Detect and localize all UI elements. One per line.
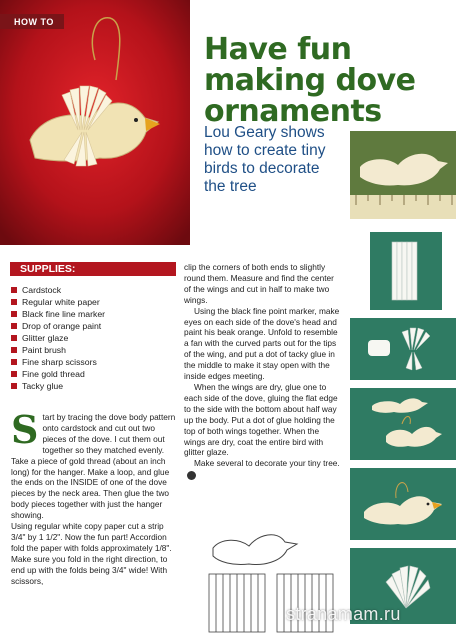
supply-item: Fine gold thread <box>11 368 181 380</box>
square-bullet-icon <box>11 311 17 317</box>
article-intro: Lou Geary shows how to create tiny birds to decorate the tree <box>204 124 326 195</box>
supply-item: Fine sharp scissors <box>11 356 181 368</box>
body-column-1 <box>11 407 177 587</box>
body-paragraph: Using regular white copy paper cut a strip 3/4" by 1 1/2". Now the fun part! Accordion fold the paper with folds approximately 1/8". Make sure you fold in the right direction, to end up with the folds being 3/4" wide! With scissors, <box>11 521 172 586</box>
square-bullet-icon <box>11 335 17 341</box>
body-column-2 <box>184 262 340 480</box>
supplies-heading: SUPPLIES: <box>10 262 176 276</box>
supply-item: Cardstock <box>11 284 181 296</box>
square-bullet-icon <box>11 287 17 293</box>
section-tag: HOW TO <box>0 14 64 29</box>
step-photo-painted-dove <box>350 468 456 540</box>
supply-item: Glitter glaze <box>11 332 181 344</box>
square-bullet-icon <box>11 299 17 305</box>
supplies-list <box>11 284 181 392</box>
supply-item: Regular white paper <box>11 296 181 308</box>
drop-cap: S <box>11 407 39 452</box>
end-mark-icon <box>187 471 196 480</box>
square-bullet-icon <box>11 359 17 365</box>
step-photo-trace-dove <box>350 131 456 219</box>
body-paragraph: clip the corners of both ends to slightly round them. Measure and find the center of the wings and cut in half to make two wings. <box>184 262 334 305</box>
square-bullet-icon <box>11 323 17 329</box>
square-bullet-icon <box>11 347 17 353</box>
supply-item: Black fine line marker <box>11 308 181 320</box>
step-photo-cut-wings <box>350 318 456 380</box>
body-paragraph: Start by tracing the dove body pattern onto cardstock and cut out two pieces of the dove. I cut them out together so they matched evenly. <box>11 407 176 455</box>
square-bullet-icon <box>11 383 17 389</box>
supply-item: Drop of orange paint <box>11 320 181 332</box>
watermark: stranamam.ru <box>286 604 401 624</box>
supply-item: Paint brush <box>11 344 181 356</box>
body-paragraph: When the wings are dry, glue one to each side of the dove, gluing the flat edge to the side with the bottom about half way up the body. Put a dot of glue holding the top of both wings together. When the wings are dry, coat the entire bird with glitter glaze. <box>184 381 338 458</box>
dove-ornament-photo <box>0 0 190 245</box>
step-photo-accordion-fold <box>370 232 442 310</box>
step-photo-glue-hanger <box>350 388 456 460</box>
square-bullet-icon <box>11 371 17 377</box>
hero-photo <box>0 0 190 245</box>
body-paragraph: Take a piece of gold thread (about an inch long) for the hanger. Make a loop, and glue the ends on the INSIDE of one of the dove pieces by the neck area. Then glue the two body pieces together with just the hanger showing. <box>11 455 170 521</box>
article-title: Have fun making dove ornaments <box>204 32 416 129</box>
body-paragraph: Make several to decorate your tiny tree. <box>184 458 340 480</box>
supply-item: Tacky glue <box>11 380 181 392</box>
body-paragraph: Using the black fine point marker, make eyes on each side of the dove's head and paint his beak orange. Unfold to resemble a fan with the curved parts out for the tips of the wing, and put a dot of tacky glue in the middle to make it stay open with the inside edges meeting. <box>184 305 340 382</box>
